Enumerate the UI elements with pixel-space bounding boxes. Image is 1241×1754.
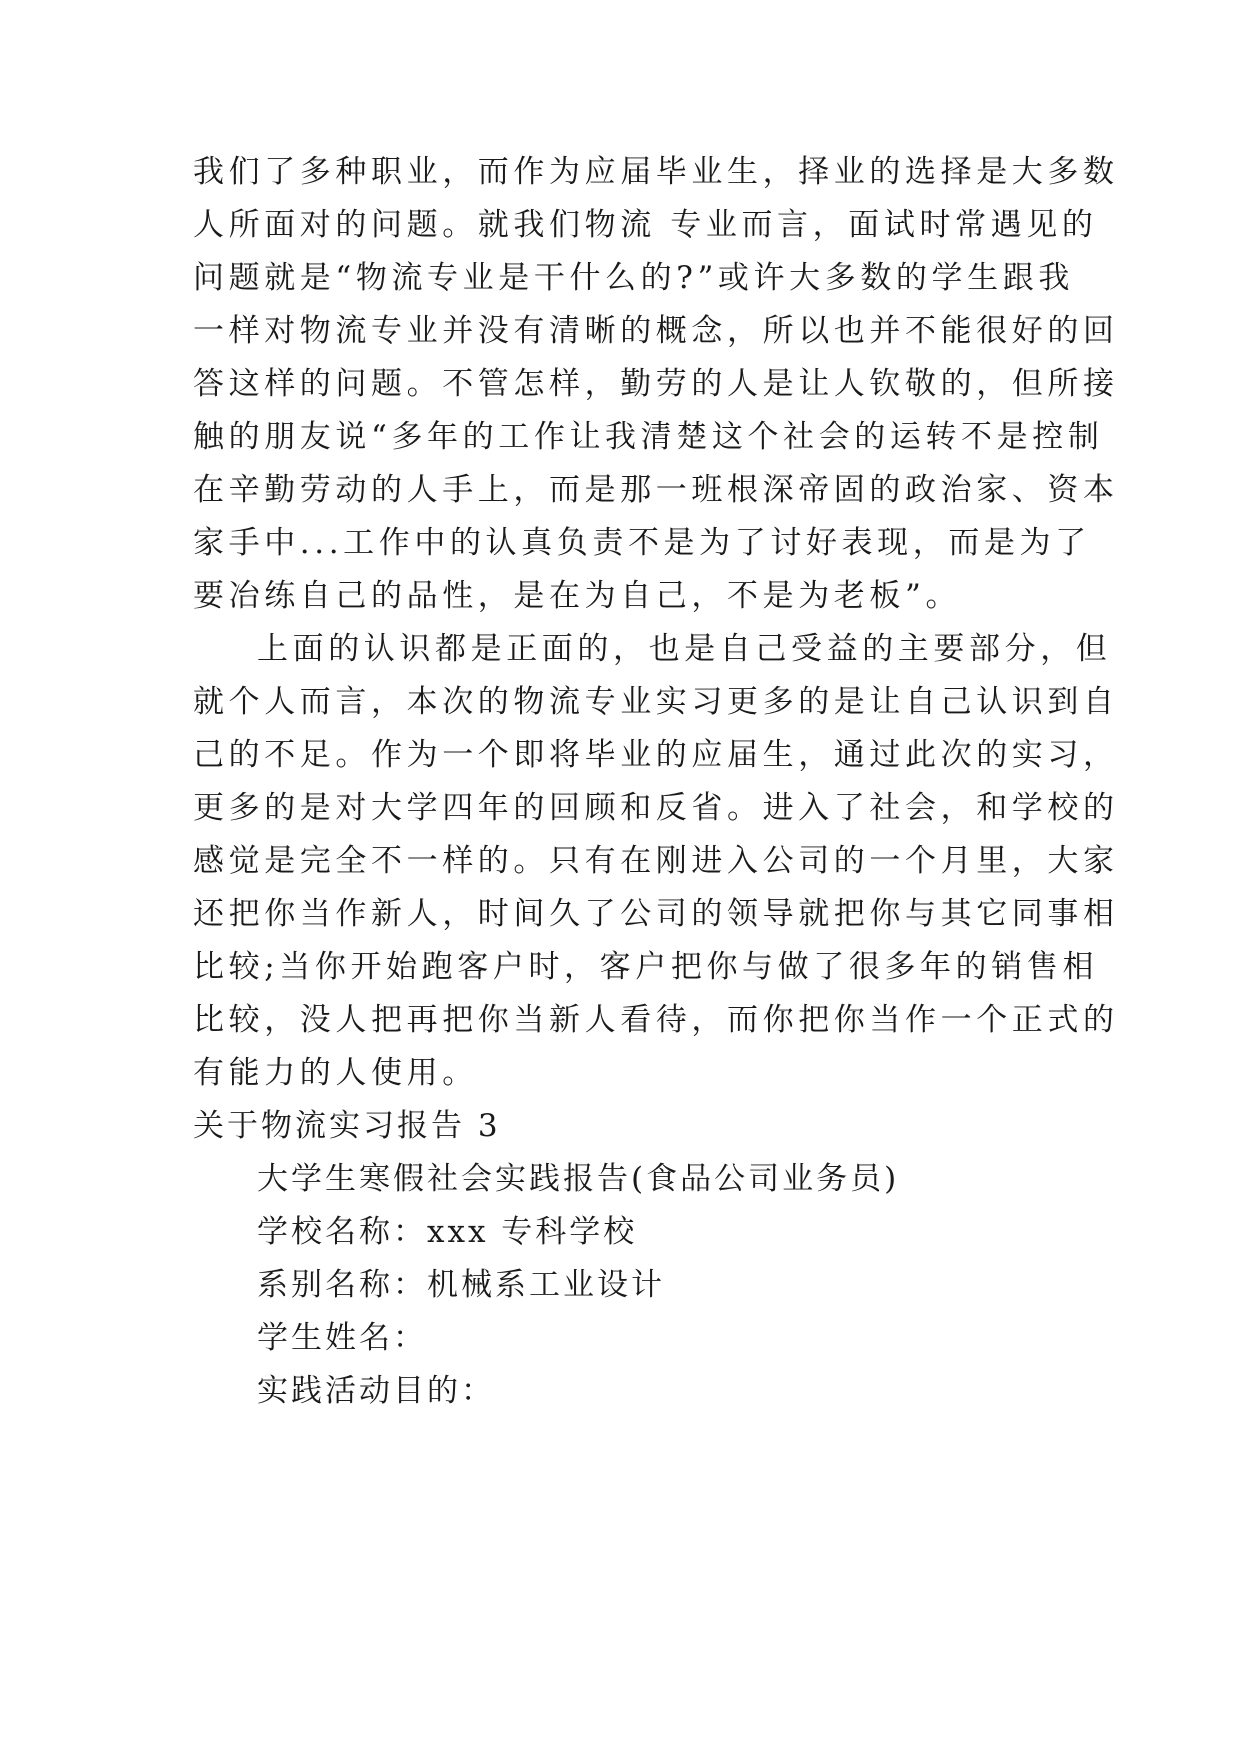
paragraph-line: 有能力的人使用。 [193, 1055, 478, 1091]
school-name-field: 学校名称：xxx 专科学校 [257, 1214, 638, 1250]
paragraph-line: 我们了多种职业，而作为应届毕业生，择业的选择是大多数 [193, 154, 1119, 190]
paragraph-line: 就个人而言，本次的物流专业实习更多的是让自己认识到自 [193, 684, 1119, 720]
paragraph-line: 比较;当你开始跑客户时，客户把你与做了很多年的销售相 [193, 949, 1099, 985]
paragraph-line: 更多的是对大学四年的回顾和反省。进入了社会，和学校的 [193, 790, 1119, 826]
paragraph-line: 在辛勤劳动的人手上，而是那一班根深帝固的政治家、资本 [193, 472, 1119, 508]
paragraph-line: 人所面对的问题。就我们物流 专业而言，面试时常遇见的 [193, 207, 1098, 243]
paragraph-line: 一样对物流专业并没有清晰的概念，所以也并不能很好的回 [193, 313, 1119, 349]
paragraph-line: 比较，没人把再把你当新人看待，而你把你当作一个正式的 [193, 1002, 1119, 1038]
report-title: 大学生寒假社会实践报告(食品公司业务员) [257, 1161, 900, 1197]
paragraph-line: 要冶练自己的品性，是在为自己，不是为老板”。 [193, 578, 962, 614]
paragraph-line: 家手中...工作中的认真负责不是为了讨好表现，而是为了 [193, 525, 1091, 561]
student-name-field: 学生姓名： [257, 1320, 427, 1356]
paragraph-line: 上面的认识都是正面的，也是自己受益的主要部分，但 [257, 631, 1112, 667]
department-name-field: 系别名称：机械系工业设计 [257, 1267, 665, 1303]
paragraph-line: 触的朋友说“多年的工作让我清楚这个社会的运转不是控制 [193, 419, 1104, 455]
paragraph-line: 己的不足。作为一个即将毕业的应届生，通过此次的实习， [193, 737, 1119, 773]
paragraph-line: 答这样的问题。不管怎样，勤劳的人是让人钦敬的，但所接 [193, 366, 1119, 402]
section-heading: 关于物流实习报告 3 [193, 1108, 501, 1144]
paragraph-line: 还把你当作新人，时间久了公司的领导就把你与其它同事相 [193, 896, 1119, 932]
paragraph-line: 感觉是完全不一样的。只有在刚进入公司的一个月里，大家 [193, 843, 1119, 879]
activity-purpose-field: 实践活动目的： [257, 1373, 495, 1409]
paragraph-line: 问题就是“物流专业是干什么的?”或许大多数的学生跟我 [193, 260, 1074, 296]
